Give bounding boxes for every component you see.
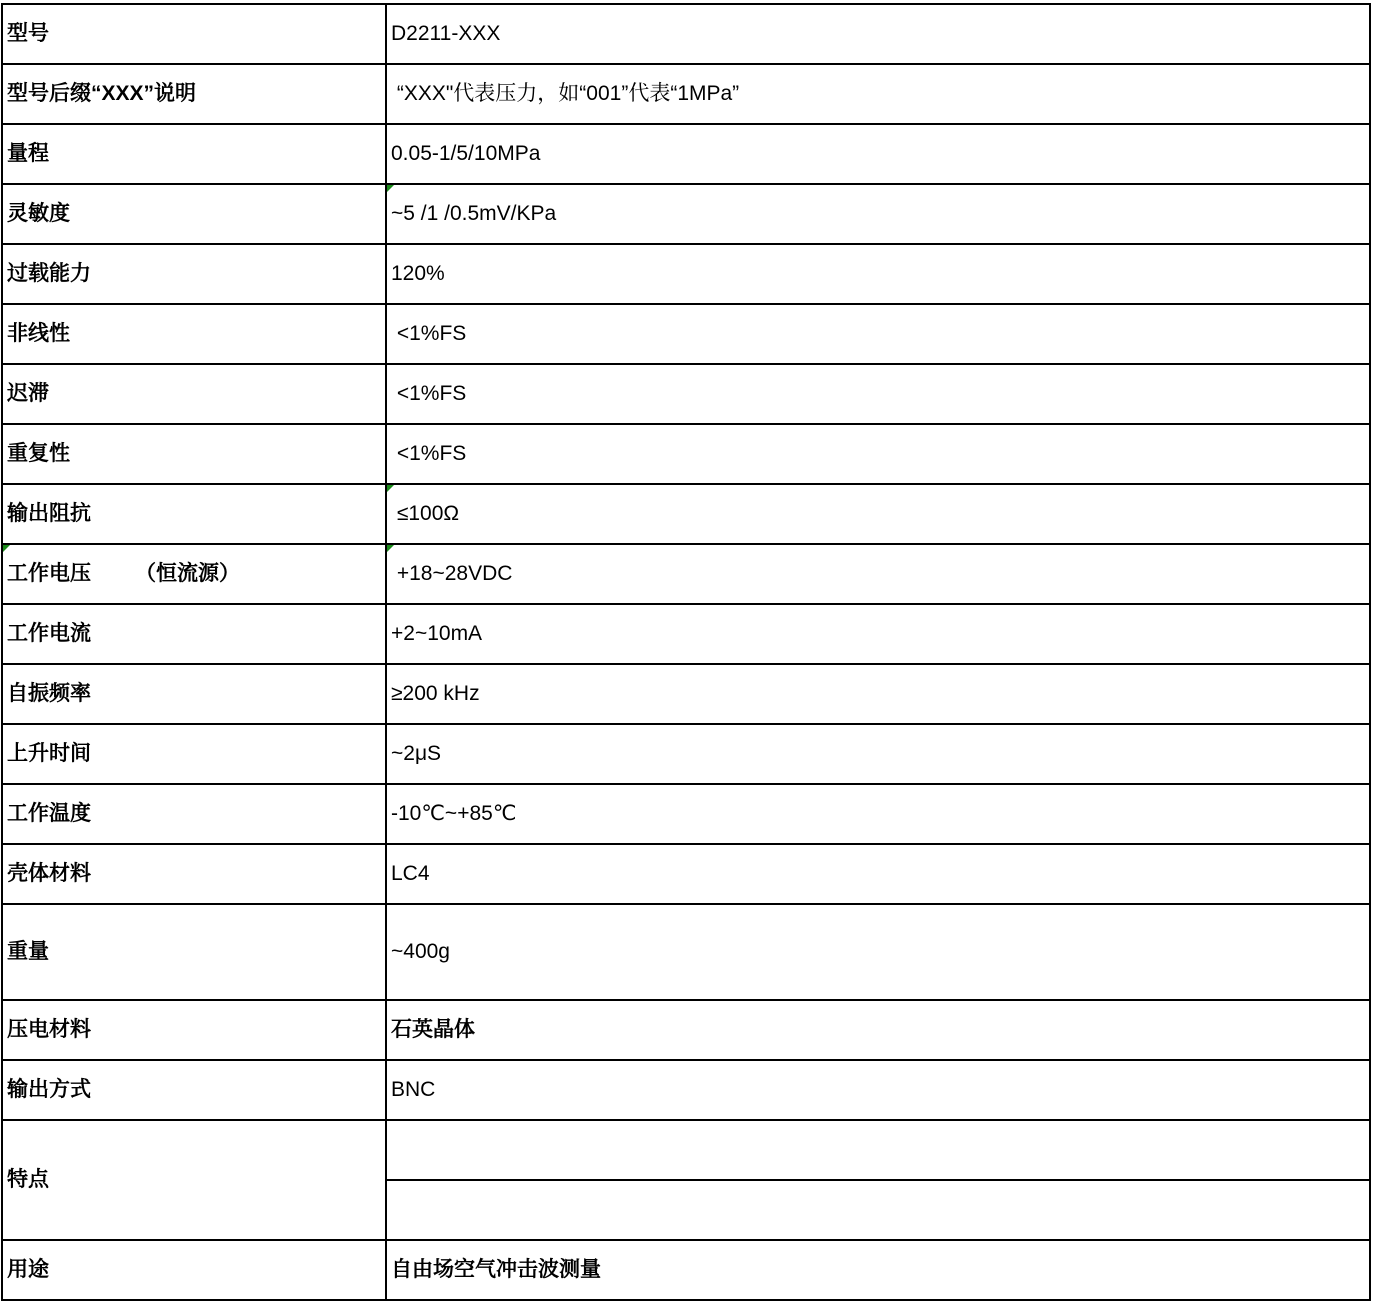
row-value-features-1 [386, 1120, 1370, 1180]
row-label-repeatability: 重复性 [2, 424, 386, 484]
row-value-features-2 [386, 1180, 1370, 1240]
table-row [2, 4, 1370, 64]
table-row [2, 184, 1370, 244]
row-value-output-impedance: ≤100Ω [386, 484, 1370, 544]
table-row [2, 1120, 1370, 1180]
row-label-model-suffix: 型号后缀“XXX”说明 [2, 64, 386, 124]
row-value-hysteresis: <1%FS [386, 364, 1370, 424]
table-row [2, 844, 1370, 904]
row-value-repeatability: <1%FS [386, 424, 1370, 484]
spec-table [1, 3, 1371, 1301]
table-row [2, 484, 1370, 544]
row-label-weight: 重量 [2, 904, 386, 1000]
table-row [2, 784, 1370, 844]
row-label-working-current: 工作电流 [2, 604, 386, 664]
row-label-hysteresis: 迟滞 [2, 364, 386, 424]
row-value-nonlinearity: <1%FS [386, 304, 1370, 364]
table-row [2, 904, 1370, 1000]
row-label-piezo-material: 压电材料 [2, 1000, 386, 1060]
row-label-features: 特点 [2, 1120, 386, 1240]
row-label-sensitivity: 灵敏度 [2, 184, 386, 244]
row-label-application: 用途 [2, 1240, 386, 1300]
row-value-housing-material: LC4 [386, 844, 1370, 904]
row-label-nonlinearity: 非线性 [2, 304, 386, 364]
table-row [2, 244, 1370, 304]
table-row [2, 364, 1370, 424]
row-value-working-voltage: +18~28VDC [386, 544, 1370, 604]
row-value-natural-frequency: ≥200 kHz [386, 664, 1370, 724]
table-row [2, 1060, 1370, 1120]
working-voltage-label: 工作电压 [7, 562, 91, 585]
row-label-working-voltage [2, 544, 386, 604]
table-row [2, 424, 1370, 484]
row-value-application: 自由场空气冲击波测量 [386, 1240, 1370, 1300]
row-value-working-temperature: -10℃~+85℃ [386, 784, 1370, 844]
working-voltage-note: （恒流源） [135, 562, 240, 585]
row-label-range: 量程 [2, 124, 386, 184]
table-row [2, 724, 1370, 784]
table-row [2, 304, 1370, 364]
table-row [2, 664, 1370, 724]
row-label-output-impedance: 输出阻抗 [2, 484, 386, 544]
row-value-model-suffix: “XXX"代表压力，如“001”代表“1MPa” [386, 64, 1370, 124]
row-value-overload: 120% [386, 244, 1370, 304]
row-value-weight: ~400g [386, 904, 1370, 1000]
row-value-sensitivity: ~5 /1 /0.5mV/KPa [386, 184, 1370, 244]
row-label-output-type: 输出方式 [2, 1060, 386, 1120]
row-label-natural-frequency: 自振频率 [2, 664, 386, 724]
row-value-rise-time: ~2μS [386, 724, 1370, 784]
row-value-piezo-material: 石英晶体 [386, 1000, 1370, 1060]
row-value-range: 0.05-1/5/10MPa [386, 124, 1370, 184]
table-row [2, 544, 1370, 604]
row-label-rise-time: 上升时间 [2, 724, 386, 784]
row-label-model: 型号 [2, 4, 386, 64]
table-row [2, 1240, 1370, 1300]
row-label-working-temperature: 工作温度 [2, 784, 386, 844]
table-row [2, 64, 1370, 124]
row-label-overload: 过载能力 [2, 244, 386, 304]
row-value-model: D2211-XXX [386, 4, 1370, 64]
row-value-output-type: BNC [386, 1060, 1370, 1120]
table-row [2, 604, 1370, 664]
table-row [2, 1000, 1370, 1060]
table-row [2, 124, 1370, 184]
row-label-housing-material: 壳体材料 [2, 844, 386, 904]
row-value-working-current: +2~10mA [386, 604, 1370, 664]
